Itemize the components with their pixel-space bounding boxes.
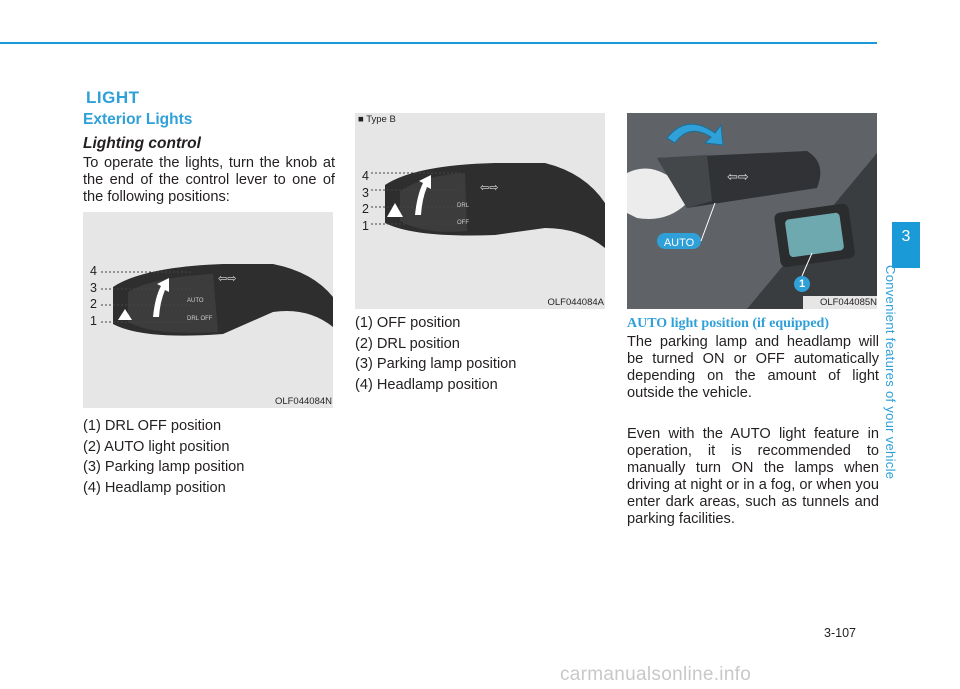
chapter-number: 3 [901,228,911,245]
fig-c-code: OLF044085N [819,297,877,308]
heading-lighting-control: Lighting control [83,135,201,152]
fig-a-number: 1 [90,313,97,328]
list-item: (2) AUTO light position [83,438,230,455]
fig-b-type-label: ■ Type B [358,114,396,125]
list-item: (1) OFF position [355,315,461,331]
fig-a-code: OLF044084N [274,396,332,407]
list-item: (3) Parking lamp position [83,459,245,475]
top-rule [0,42,877,44]
auto-paragraph-2: Even with the AUTO light feature in operation, it is recommended to manually turn ON the lamps when driving at night or in a fog, or when you enter dark areas, such as tunnels and parking facilities. [627,426,879,527]
fig-b-number: 3 [362,185,369,200]
watermark: carmanualsonline.info [560,664,752,685]
fig-b-code: OLF044084A [547,297,604,308]
fig-a-number: 4 [90,264,97,278]
auto-label: AUTO [663,237,695,249]
fig-b-number-scale [362,168,369,234]
fig-b-position-list [355,313,516,395]
intro-paragraph: To operate the lights, turn the knob at the end of the control lever to one of the following positions: [83,155,335,205]
svg-text:DRL OFF: DRL OFF [187,316,213,322]
svg-text:⇦⇨: ⇦⇨ [218,273,237,285]
fig-b-number: 1 [362,218,369,233]
list-item: (1) DRL OFF position [83,418,222,434]
auto-paragraph-1: The parking lamp and headlamp will be turned ON or OFF automatically depending on the amount of light outside the vehicle. [627,334,879,401]
chapter-title: Convenient features of your vehicle [883,265,898,480]
callout-number: 1 [798,278,806,290]
fig-a-number: 3 [90,280,97,295]
fig-a-number: 2 [90,297,97,311]
list-item: (4) Headlamp position [83,479,226,496]
svg-text:AUTO: AUTO [187,298,204,304]
list-item: (4) Headlamp position [355,376,498,393]
fig-b-number: 2 [362,202,369,216]
svg-text:DRL: DRL [457,203,470,209]
fig-a-number-scale [90,263,97,329]
heading-exterior-lights: Exterior Lights [83,111,193,128]
page-number: 3-107 [824,626,856,640]
svg-text:⇦⇨: ⇦⇨ [727,169,749,184]
fig-b-number: 4 [362,169,369,183]
section-title: LIGHT [86,88,140,107]
fig-c-image [627,113,877,309]
svg-text:OFF: OFF [457,220,469,226]
fig-a-position-list [83,416,244,498]
list-item: (3) Parking lamp position [355,356,517,372]
chapter-tab [892,222,920,268]
fig-b-image [355,113,605,309]
fig-a-image [83,212,333,408]
svg-text:⇦⇨: ⇦⇨ [480,182,499,194]
auto-heading: AUTO light position (if equipped) [627,316,830,331]
list-item: (2) DRL position [355,335,460,352]
